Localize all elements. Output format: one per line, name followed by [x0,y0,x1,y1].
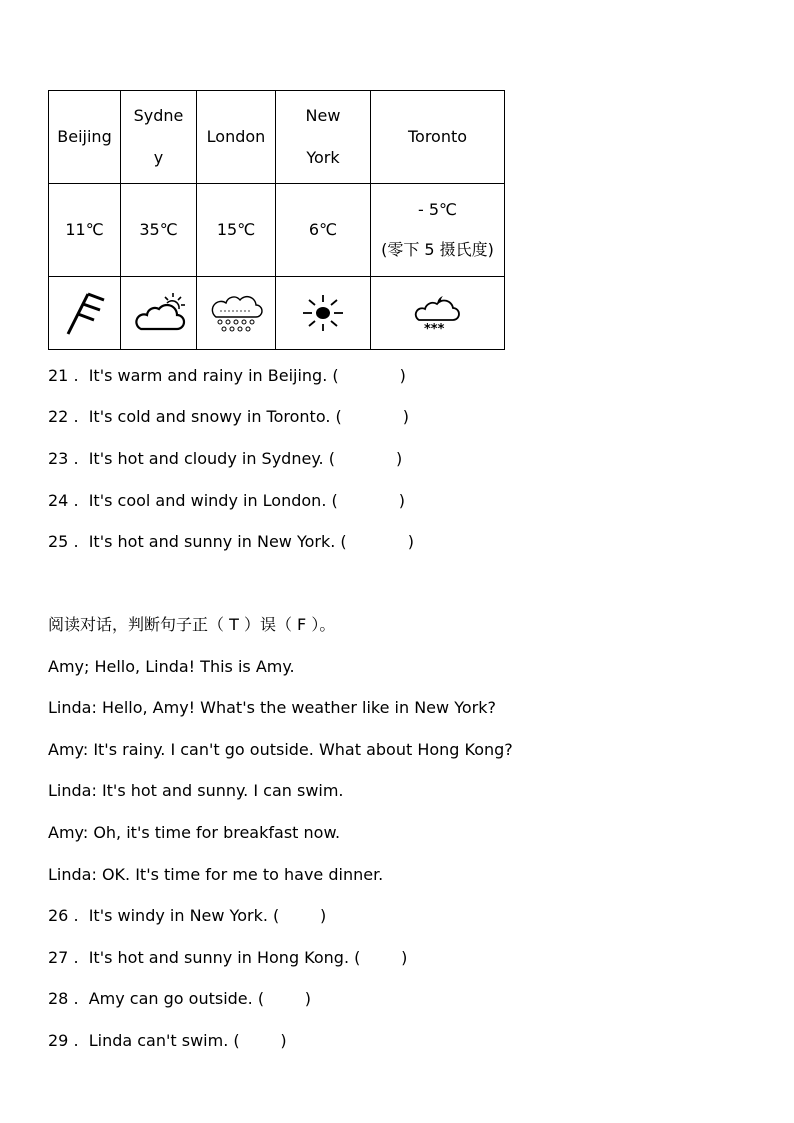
dialogue-line: Amy: Oh, it's time for breakfast now. [48,823,341,842]
answer-blank-23[interactable]: ( ) [328,449,403,468]
temp-cell-sydney: 35℃ [121,184,197,277]
rainy-icon [208,291,264,335]
answer-blank-24[interactable]: ( ) [331,491,406,510]
dialogue-line: Amy: It's rainy. I can't go outside. What about Hong Kong? [48,740,513,759]
answer-blank-27[interactable]: ( ) [354,948,408,967]
dialogue-line: Amy; Hello, Linda! This is Amy. [48,657,295,676]
temp-cell-newyork: 6℃ [276,184,371,277]
dialogue-line: Linda: Hello, Amy! What's the weather like in New York? [48,698,496,717]
temperature-row [49,184,505,277]
snowy-night-icon [413,290,463,336]
answer-blank-21[interactable]: ( ) [332,366,406,385]
icon-cell-toronto [371,277,505,350]
sunny-icon [299,293,347,333]
question-23: 23 . It's hot and cloudy in Sydney. ( ) [48,449,403,468]
question-26: 26 . It's windy in New York. ( ) [48,906,327,925]
weather-table [48,90,505,350]
cloudy-sun-icon [131,291,187,335]
temp-cell-london: 15℃ [197,184,276,277]
city-label-newyork: New York [305,106,341,167]
answer-blank-28[interactable]: ( ) [257,989,311,1008]
weather-icon-row [49,277,505,350]
answer-blank-25[interactable]: ( ) [340,532,414,551]
city-cell-toronto: Toronto [371,91,505,184]
question-24: 24 . It's cool and windy in London. ( ) [48,491,406,510]
question-25: 25 . It's hot and sunny in New York. ( ) [48,532,414,551]
city-cell-beijing: Beijing [49,91,121,184]
dialogue-line: Linda: It's hot and sunny. I can swim. [48,781,344,800]
question-28: 28 . Amy can go outside. ( ) [48,989,311,1008]
icon-cell-newyork [276,277,371,350]
answer-blank-26[interactable]: ( ) [273,906,327,925]
icon-cell-london [197,277,276,350]
answer-blank-29[interactable]: ( ) [233,1031,287,1050]
svg-text:***: *** [423,322,444,336]
question-22: 22 . It's cold and snowy in Toronto. ( ) [48,407,410,426]
city-cell-sydney [121,91,197,184]
city-row [49,91,505,184]
city-label-sydney: Sydne y [133,106,184,167]
answer-blank-22[interactable]: ( ) [335,407,410,426]
section-instruction: 阅读对话，判断句子正（ T ）误（ F ）。 [48,615,336,634]
temp-cell-beijing: 11℃ [49,184,121,277]
question-27: 27 . It's hot and sunny in Hong Kong. ( ) [48,948,408,967]
question-29: 29 . Linda can't swim. ( ) [48,1031,287,1050]
dialogue-line: Linda: OK. It's time for me to have dinner. [48,865,384,884]
city-cell-newyork [276,91,371,184]
city-cell-london: London [197,91,276,184]
icon-cell-beijing [49,277,121,350]
icon-cell-sydney [121,277,197,350]
temp-cell-toronto: - 5℃ (零下 5 摄氏度) [371,184,505,277]
windy-icon [60,288,110,338]
toronto-note: (零下 5 摄氏度) [381,240,494,259]
question-21: 21 . It's warm and rainy in Beijing. ( ) [48,366,406,385]
